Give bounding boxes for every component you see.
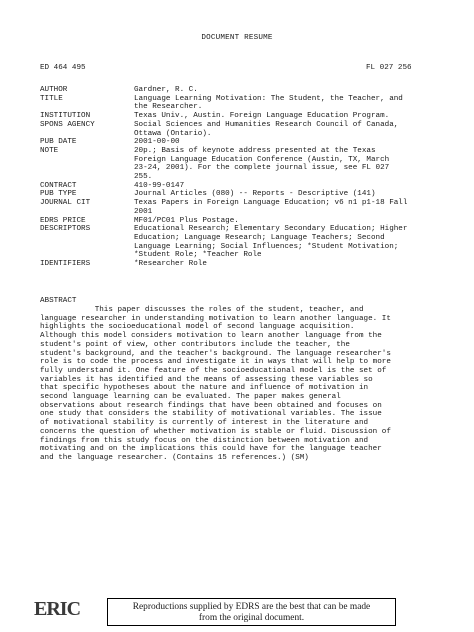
field-value: Language Learning Motivation: The Student, the Teacher, and the Researcher. [134,94,403,112]
field-value: 410-99-0147 [134,181,185,190]
abstract-label: ABSTRACT [40,297,77,305]
ed-number: ED 464 495 [40,64,86,72]
field-journal-cit [40,199,440,216]
metadata-fields [40,86,440,269]
field-label: SPONS AGENCY [40,120,95,129]
field-value: Gardner, R. C. [134,86,198,94]
field-label: PUB TYPE [40,190,77,199]
reproduction-notice [107,598,396,626]
field-label: NOTE [40,146,59,155]
field-descriptors [40,225,440,260]
field-institution [40,112,440,121]
field-label: INSTITUTION [40,112,91,121]
field-value: 2001-00-00 [134,138,180,147]
field-edrs-price [40,217,440,226]
reproduction-notice-line1: Reproductions supplied by EDRS are the best that can be made [132,602,371,612]
field-contract [40,182,440,191]
field-pub-date [40,138,440,147]
field-label: IDENTIFIERS [40,260,91,269]
field-title [40,95,440,112]
field-label: TITLE [40,94,63,103]
field-label: PUB DATE [40,138,77,147]
reproduction-notice-line2: from the original document. [198,613,305,623]
field-value: *Researcher Role [134,260,207,269]
field-value: MF01/PC01 Plus Postage. [134,216,239,225]
field-value: Social Sciences and Humanities Research Council of Canada, Ottawa (Ontario). [134,120,399,138]
eric-logo [34,598,81,624]
document-title: DOCUMENT RESUME [201,34,273,42]
field-note [40,147,440,182]
field-spons-agency [40,121,440,138]
field-value: Journal Articles (080) -- Reports - Descriptive (141) [134,190,376,199]
field-value: 20p.; Basis of keynote address presented at the Texas Foreign Language Education Conference (Austin, TX, March 23-24, 2001). For the complete journal issue, see FL 027 255. [134,146,390,182]
field-value: Texas Univ., Austin. Foreign Language Education Program. [134,112,390,121]
field-label: JOURNAL CIT [40,199,91,208]
field-value: Educational Research; Elementary Secondary Education; Higher Education; Language Research; Language Teachers; Second Language Learning; Social Influences; *Student Motivation; *Student Role; *Teacher Role [134,225,408,260]
eric-logo-text: ERIC [34,598,81,620]
fl-number: FL 027 256 [366,64,412,72]
field-label: CONTRACT [40,181,77,190]
abstract-text: This paper discusses the roles of the student, teacher, and language researcher in understanding motivation to learn another language. It highlights the socioeducational model of second language acquisition. Although this model considers motivation to learn another language from the student's point of view, other contributors include the teacher, the student's background, and the teacher's background. The language researcher's role is to code the process and investigate it in ways that will help to more fully understand it. One feature of the socioeducational model is the set of variables it has identified and the means of assessing these variables so that specific hypotheses about the nature and influence of motivation in second language learning can be evaluated. The paper makes general observations about research findings that have been obtained and focuses on one study that considers the stability of motivational variables. The issue of motivational stability is currently of interest in the literature and concerns the question of whether motivation is stable or fluid. Discussion of findings from this study focus on the distinction between motivation and motivating and on the implications this could have for the language teacher and the language researcher. (Contains 15 references.) (SM) [40,306,391,462]
field-identifiers [40,260,440,269]
field-value: Texas Papers in Foreign Language Education; v6 n1 p1-18 Fall 2001 [134,199,408,216]
field-label: DESCRIPTORS [40,225,91,234]
field-label: AUTHOR [40,86,68,94]
field-author [40,86,440,95]
field-label: EDRS PRICE [40,216,86,225]
field-pub-type [40,190,440,199]
